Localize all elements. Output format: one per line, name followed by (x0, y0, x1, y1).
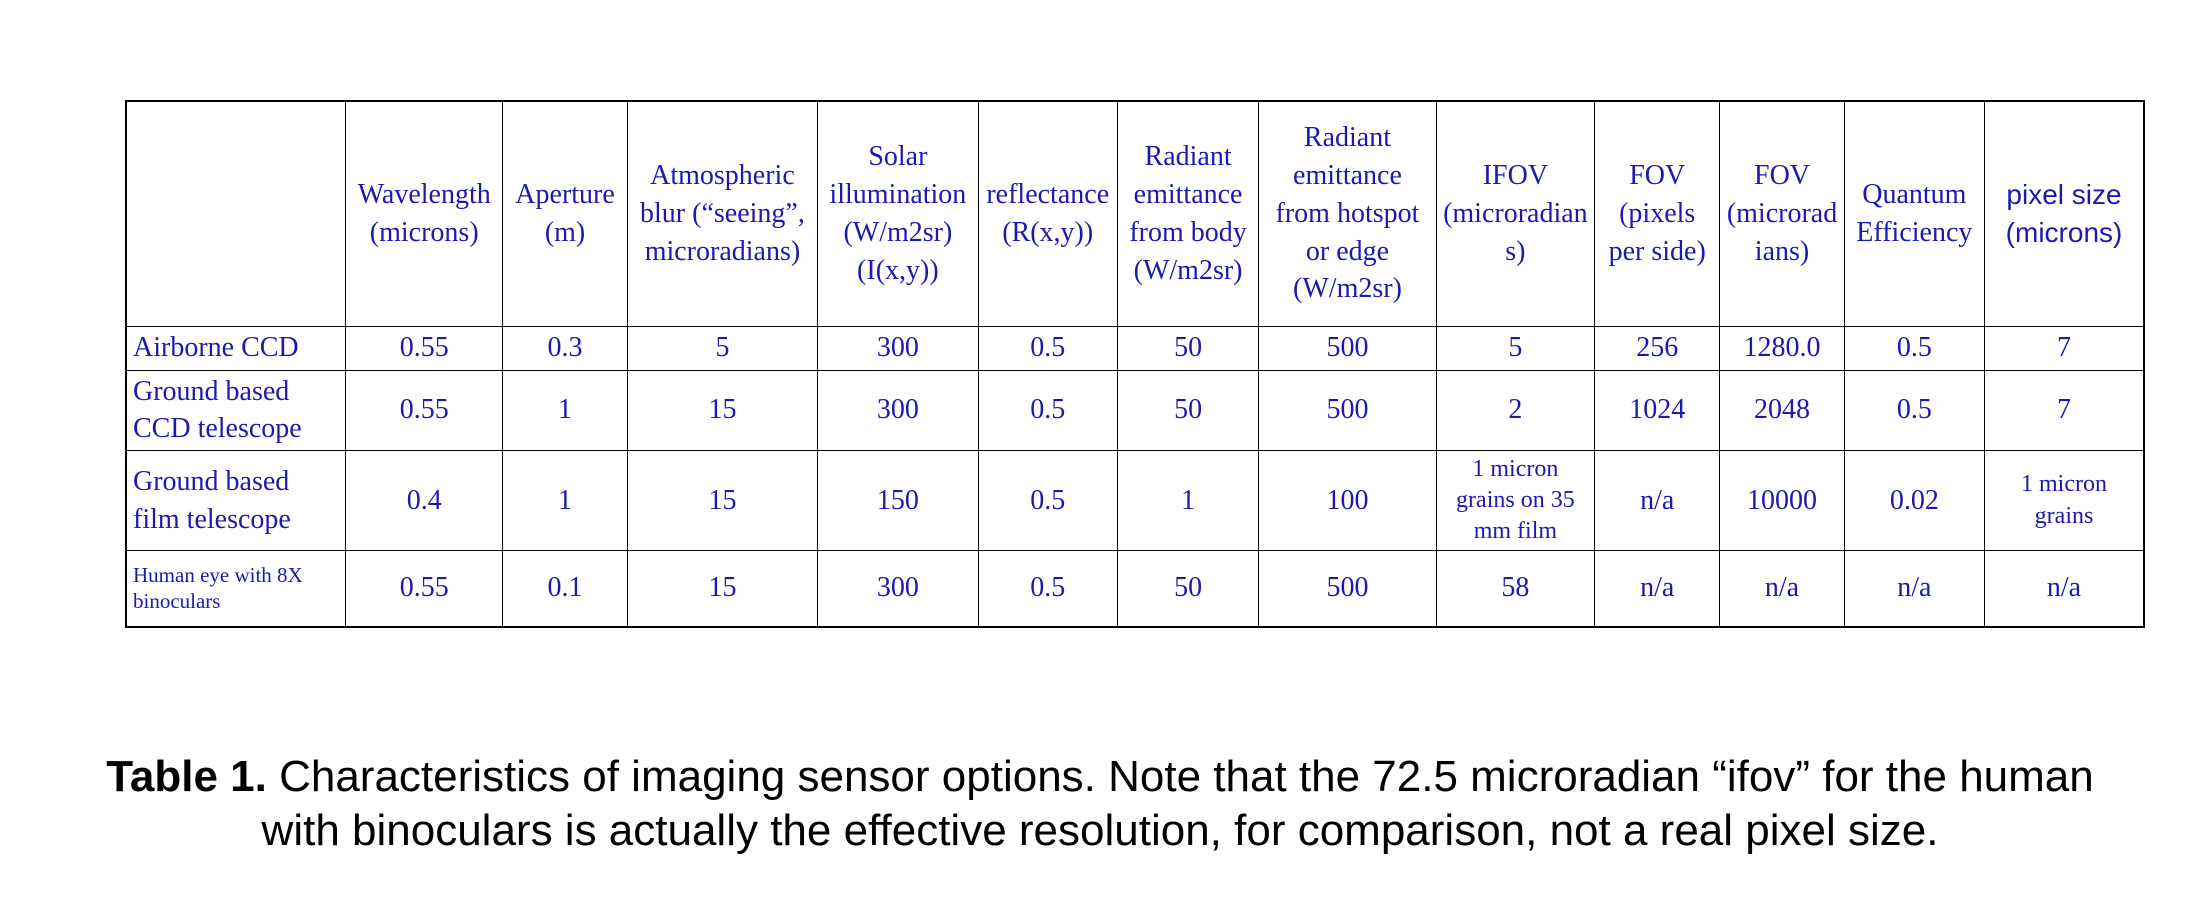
table-cell: 300 (818, 370, 978, 451)
table-cell: 500 (1259, 551, 1436, 627)
table-cell: 300 (818, 551, 978, 627)
table-cell: 7 (1985, 370, 2144, 451)
header-fov-pixels: FOV (pixels per side) (1595, 101, 1720, 326)
table-cell: 1 micron grains on 35 mm film (1436, 451, 1594, 551)
header-row (126, 101, 2144, 326)
table-cell: 0.5 (978, 370, 1117, 451)
table-cell: 0.5 (1844, 370, 1984, 451)
table-cell: 0.5 (978, 326, 1117, 370)
table-cell: 2048 (1720, 370, 1844, 451)
table-cell: 50 (1117, 551, 1258, 627)
table-cell: 0.55 (346, 370, 503, 451)
table-container (125, 100, 2145, 628)
table-cell: n/a (1595, 451, 1720, 551)
header-pixel-size: pixel size (microns) (1985, 101, 2144, 326)
table-cell: 15 (627, 551, 817, 627)
table-cell: 0.4 (346, 451, 503, 551)
table-cell: 7 (1985, 326, 2144, 370)
table-cell: 1 micron grains (1985, 451, 2144, 551)
table-cell: 15 (627, 370, 817, 451)
table-cell: n/a (1844, 551, 1984, 627)
header-atmospheric-blur: Atmospheric blur (“seeing”, microradians) (627, 101, 817, 326)
header-ifov: IFOV (microradian s) (1436, 101, 1594, 326)
header-radiant-emittance-hotspot: Radiant emittance from hotspot or edge (W/m2sr) (1259, 101, 1436, 326)
table-cell: 0.5 (978, 551, 1117, 627)
table-cell: 0.1 (503, 551, 627, 627)
table-cell: 300 (818, 326, 978, 370)
table-cell: 5 (627, 326, 817, 370)
table-cell: 500 (1259, 326, 1436, 370)
table-row (126, 551, 2144, 627)
header-quantum-efficiency: Quantum Efficiency (1844, 101, 1984, 326)
table-row (126, 326, 2144, 370)
table-cell: 0.55 (346, 551, 503, 627)
table-cell: 500 (1259, 370, 1436, 451)
header-reflectance: reflectance (R(x,y)) (978, 101, 1117, 326)
table-cell: 150 (818, 451, 978, 551)
table-cell: n/a (1720, 551, 1844, 627)
header-aperture: Aperture (m) (503, 101, 627, 326)
table-cell: 1280.0 (1720, 326, 1844, 370)
table-cell: 0.5 (1844, 326, 1984, 370)
header-cell-corner (126, 101, 346, 326)
table-row (126, 370, 2144, 451)
caption-label: Table 1. (106, 752, 267, 801)
table-cell: 0.55 (346, 326, 503, 370)
row-label: Airborne CCD (126, 326, 346, 370)
table-cell: 5 (1436, 326, 1594, 370)
table-row (126, 451, 2144, 551)
table-cell: 0.3 (503, 326, 627, 370)
row-label: Ground based film telescope (126, 451, 346, 551)
table-cell: 0.02 (1844, 451, 1984, 551)
table-cell: 1 (503, 370, 627, 451)
table-cell: 58 (1436, 551, 1594, 627)
table-cell: 15 (627, 451, 817, 551)
row-label: Human eye with 8X binoculars (126, 551, 346, 627)
sensor-options-table (125, 100, 2145, 628)
table-cell: 50 (1117, 326, 1258, 370)
header-solar-illumination: Solar illumination (W/m2sr) (I(x,y)) (818, 101, 978, 326)
table-cell: 1 (503, 451, 627, 551)
table-cell: 50 (1117, 370, 1258, 451)
header-wavelength: Wavelength (microns) (346, 101, 503, 326)
table-cell: 2 (1436, 370, 1594, 451)
table-cell: n/a (1595, 551, 1720, 627)
row-label: Ground based CCD telescope (126, 370, 346, 451)
header-fov-microradians: FOV (microrad ians) (1720, 101, 1844, 326)
table-cell: 10000 (1720, 451, 1844, 551)
table-cell: n/a (1985, 551, 2144, 627)
table-cell: 100 (1259, 451, 1436, 551)
caption-text: Characteristics of imaging sensor options. Note that the 72.5 microradian “ifov” for the human with binoculars is actually the effective resolution, for comparison, not a real pixel size. (261, 752, 2094, 855)
table-cell: 256 (1595, 326, 1720, 370)
table-cell: 1 (1117, 451, 1258, 551)
table-cell: 1024 (1595, 370, 1720, 451)
table-cell: 0.5 (978, 451, 1117, 551)
table-caption (100, 750, 2100, 858)
header-radiant-emittance-body: Radiant emittance from body (W/m2sr) (1117, 101, 1258, 326)
